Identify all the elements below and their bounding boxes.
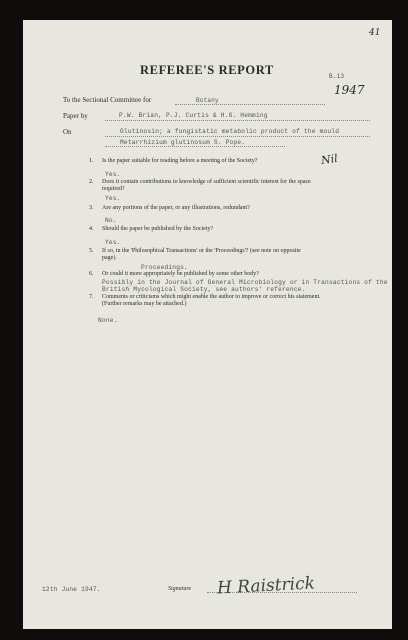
- page-title: REFEREE'S REPORT: [140, 63, 274, 77]
- corner-number: 41: [369, 28, 381, 38]
- on-label: On: [63, 128, 72, 136]
- question-5-text-2: page).: [102, 255, 117, 261]
- question-2-text-2: required?: [102, 186, 125, 192]
- answer-5: Proceedings.: [141, 264, 188, 271]
- answer-7: None.: [98, 317, 118, 324]
- paper-by-value: P.W. Brian, P.J. Curtis & H.G. Hemming: [119, 112, 268, 119]
- report-date: 12th June 1947.: [42, 586, 101, 593]
- on-dotted-line-2: [105, 146, 285, 147]
- question-5-number: 5.: [89, 248, 94, 254]
- question-3-text: Are any portions of the paper, or any illustrations, redundant?: [102, 205, 250, 211]
- answer-2: Yes.: [105, 195, 121, 202]
- handwritten-signature: H Raistrick: [216, 573, 316, 599]
- signature-label: Signature: [168, 586, 192, 592]
- paper-by-dotted-line: [105, 120, 370, 121]
- report-sheet: [23, 20, 392, 629]
- question-5-text-1: If so, in the 'Philosophical Transactions' or the 'Proceedings'? (see note on opposite: [102, 248, 301, 254]
- answer-4: Yes.: [105, 239, 121, 246]
- answer-3: No.: [105, 217, 117, 224]
- committee-dotted-line: [175, 104, 325, 105]
- question-2-text-1: Does it contain contributions to knowledge of sufficient scientific interest for the space: [102, 179, 311, 185]
- question-7-text-2: (Further remarks may be attached.): [102, 301, 187, 307]
- question-4-number: 4.: [89, 226, 94, 232]
- question-6-number: 6.: [89, 271, 94, 277]
- reference-code: B.13: [329, 73, 345, 80]
- paper-title-line-1: Glutinosin; a fungistatic metabolic product of the mould: [120, 128, 340, 135]
- committee-label: To the Sectional Committee for: [63, 96, 152, 104]
- paper-title-line-2: Metarrhizium glutinosum S. Pope.: [120, 139, 246, 146]
- on-dotted-line-1: [105, 136, 370, 137]
- committee-value: Botany: [196, 97, 219, 104]
- answer-6-line-2: British Mycological Society, see authors' reference.: [102, 286, 306, 293]
- question-4-text: Should the paper be published by the Society?: [102, 226, 214, 232]
- question-7-text-1: Comments or criticisms which might enable the author to improve or correct his statement.: [102, 294, 321, 300]
- handwritten-initials: Nil: [320, 151, 339, 168]
- paper-by-label: Paper by: [63, 112, 88, 120]
- question-1-text: Is the paper suitable for reading before a meeting of the Society?: [102, 158, 258, 164]
- year-handwritten: 1947: [334, 83, 365, 97]
- answer-6-line-1: Possibly in the Journal of General Microbiology or in Transactions of the: [102, 279, 388, 286]
- question-6-text: Or could it more appropriately be published by some other body?: [102, 271, 259, 277]
- question-3-number: 3.: [89, 205, 94, 211]
- answer-1: Yes.: [105, 171, 121, 178]
- question-7-number: 7.: [89, 294, 94, 300]
- question-1-number: 1.: [89, 158, 94, 164]
- question-2-number: 2.: [89, 179, 94, 185]
